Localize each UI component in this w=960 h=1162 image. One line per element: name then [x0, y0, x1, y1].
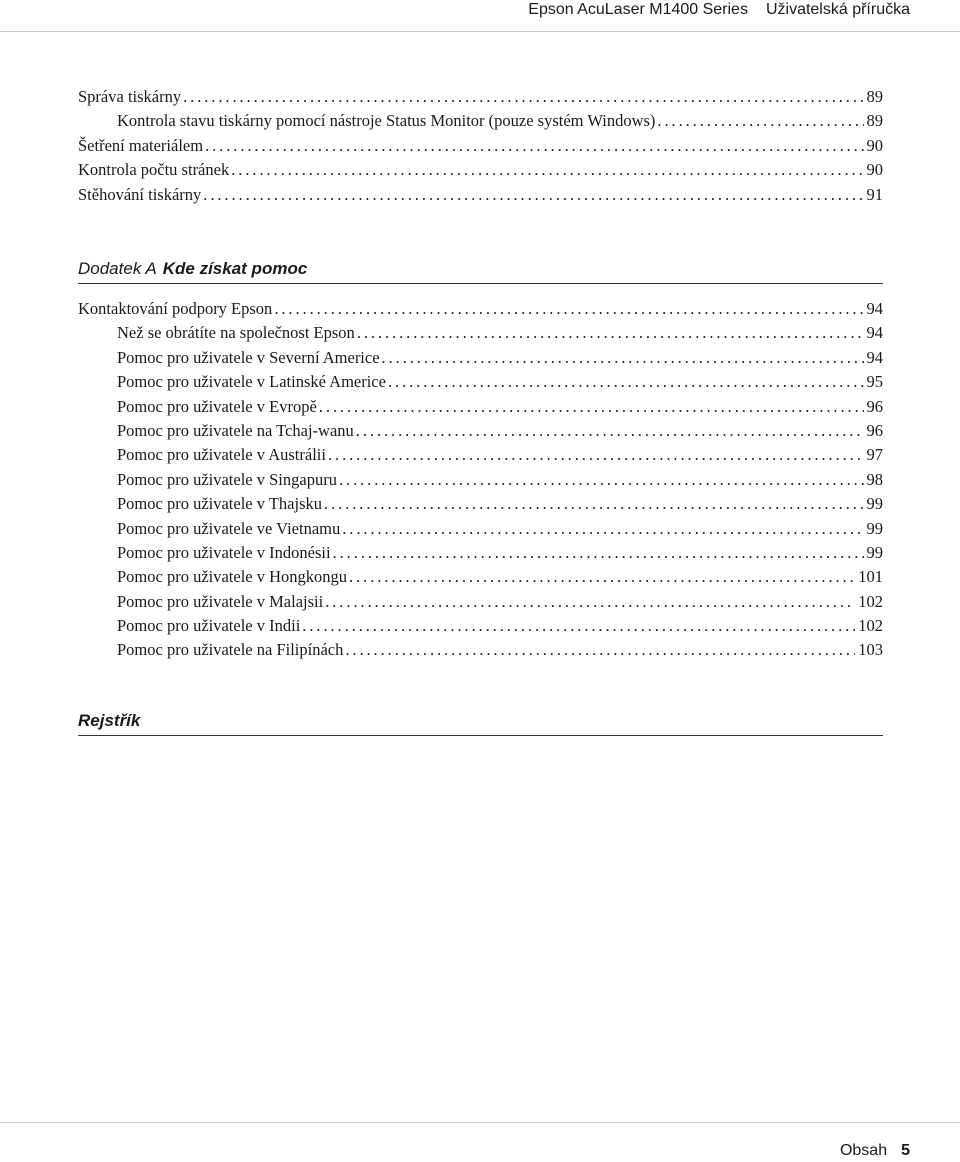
toc-entry-title: Pomoc pro uživatele v Singapuru: [117, 469, 337, 489]
toc-entry-title: Pomoc pro uživatele v Evropě: [117, 396, 317, 416]
toc-entry[interactable]: [78, 183, 883, 207]
toc-entry[interactable]: [78, 541, 883, 565]
toc-dot-leader: [205, 134, 863, 158]
toc-entry[interactable]: [78, 468, 883, 492]
toc-entry-title: Než se obrátíte na společnost Epson: [117, 323, 355, 343]
toc-entry-page: 89: [866, 87, 883, 106]
toc-entry-page: 90: [866, 160, 883, 180]
toc-entry-title: Kontrola stavu tiskárny pomocí nástroje Status Monitor (pouze systém Windows): [117, 111, 656, 131]
toc-dot-leader: [328, 443, 864, 467]
toc-dot-leader: [333, 541, 864, 565]
toc-dot-leader: [183, 85, 863, 109]
toc-entry[interactable]: [78, 395, 883, 419]
toc-entry-page: 102: [858, 591, 883, 611]
toc-entry[interactable]: [78, 297, 883, 321]
toc-entry-page: 94: [866, 299, 883, 318]
page-footer: [840, 1141, 910, 1161]
toc-list-appendix: [78, 297, 883, 663]
toc-entry[interactable]: [78, 638, 883, 662]
toc-entry-page: 103: [858, 640, 883, 660]
toc-entry[interactable]: [78, 517, 883, 541]
toc-entry-title: Kontaktování podpory Epson: [78, 299, 273, 318]
toc-entry-title: Pomoc pro uživatele v Hongkongu: [117, 567, 348, 587]
toc-entry-title: Pomoc pro uživatele v Indii: [117, 616, 301, 636]
toc-entry[interactable]: [78, 419, 883, 443]
toc-dot-leader: [349, 565, 855, 589]
toc-entry-page: 98: [866, 469, 883, 489]
toc-entry-title: Správa tiskárny: [78, 87, 182, 106]
toc-entry-page: 101: [858, 567, 883, 587]
index-heading: [78, 710, 883, 736]
toc-dot-leader: [382, 346, 864, 370]
document-title: Uživatelská příručka: [765, 1, 910, 18]
toc-dot-leader: [274, 297, 863, 321]
toc-entry[interactable]: [78, 370, 883, 394]
toc-entry-page: 102: [858, 616, 883, 636]
page-header: [528, 0, 910, 20]
toc-entry-page: 90: [866, 135, 883, 155]
appendix-name: Kde získat pomoc: [162, 259, 308, 278]
toc-entry[interactable]: [78, 158, 883, 182]
toc-entry-page: 99: [866, 494, 883, 514]
toc-entry[interactable]: [78, 443, 883, 467]
toc-entry[interactable]: [78, 590, 883, 614]
toc-dot-leader: [345, 638, 855, 662]
appendix-heading: [78, 258, 883, 284]
toc-entry[interactable]: [78, 109, 883, 133]
footer-divider: [0, 1122, 960, 1123]
toc-entry-page: 94: [866, 323, 883, 343]
toc-entry-title: Pomoc pro uživatele v Thajsku: [117, 494, 322, 514]
toc-dot-leader: [357, 321, 864, 345]
toc-dot-leader: [302, 614, 855, 638]
page-number: 5: [901, 1142, 910, 1159]
toc-dot-leader: [356, 419, 864, 443]
product-name: Epson AcuLaser M1400 Series: [528, 1, 748, 18]
toc-entry-title: Pomoc pro uživatele v Austrálii: [117, 445, 326, 465]
toc-dot-leader: [388, 370, 864, 394]
appendix-label: Dodatek A: [78, 259, 157, 278]
toc-entry[interactable]: [78, 492, 883, 516]
toc-entry-page: 97: [866, 445, 883, 465]
toc-entry[interactable]: [78, 614, 883, 638]
toc-entry-title: Pomoc pro uživatele v Severní Americe: [117, 347, 380, 367]
toc-dot-leader: [231, 158, 863, 182]
toc-dot-leader: [324, 492, 864, 516]
toc-entry-title: Pomoc pro uživatele na Filipínách: [117, 640, 344, 660]
toc-dot-leader: [325, 590, 855, 614]
toc-entry-page: 99: [866, 518, 883, 538]
toc-entry-page: 96: [866, 396, 883, 416]
toc-dot-leader: [342, 517, 863, 541]
toc-dot-leader: [319, 395, 864, 419]
toc-entry-page: 94: [866, 347, 883, 367]
header-divider: [0, 31, 960, 32]
toc-entry-page: 99: [866, 542, 883, 562]
toc-entry-title: Stěhování tiskárny: [78, 184, 202, 204]
toc-entry[interactable]: [78, 85, 883, 109]
toc-entry-title: Pomoc pro uživatele v Malajsii: [117, 591, 324, 611]
toc-entry[interactable]: [78, 321, 883, 345]
toc-entry[interactable]: [78, 565, 883, 589]
toc-dot-leader: [339, 468, 864, 492]
toc-dot-leader: [203, 183, 863, 207]
toc-entry-title: Šetření materiálem: [78, 135, 204, 155]
toc-entry-page: 95: [866, 372, 883, 392]
toc-list-top: [78, 85, 883, 207]
toc-entry-title: Pomoc pro uživatele na Tchaj-wanu: [117, 420, 354, 440]
toc-entry-title: Kontrola počtu stránek: [78, 160, 230, 180]
toc-dot-leader: [657, 109, 863, 133]
toc-entry-title: Pomoc pro uživatele v Indonésii: [117, 542, 331, 562]
toc-entry-title: Pomoc pro uživatele v Latinské Americe: [117, 372, 386, 392]
toc-entry[interactable]: [78, 346, 883, 370]
footer-section: Obsah: [839, 1142, 888, 1159]
toc-entry-page: 91: [866, 184, 883, 204]
toc-entry-title: Pomoc pro uživatele ve Vietnamu: [117, 518, 341, 538]
toc-entry-page: 89: [866, 111, 883, 131]
toc-entry-page: 96: [866, 420, 883, 440]
index-label: Rejstřík: [78, 711, 141, 730]
toc-entry[interactable]: [78, 134, 883, 158]
